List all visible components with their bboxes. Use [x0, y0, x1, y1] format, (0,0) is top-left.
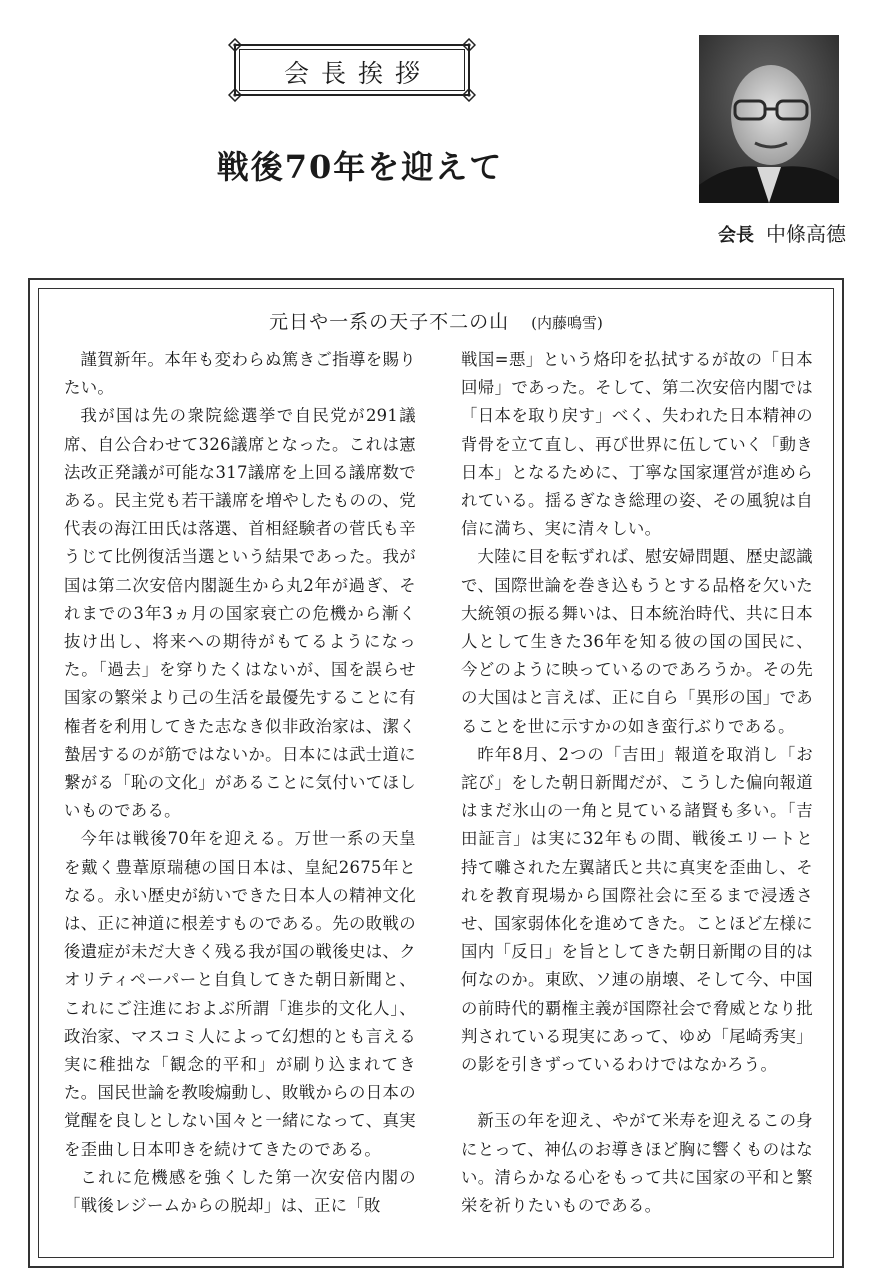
haiku-verse: 元日や一系の天子不二の山 — [269, 311, 510, 333]
author-role: 会長 — [718, 225, 754, 246]
article-column-right — [461, 346, 813, 1220]
epigraph — [38, 307, 834, 334]
heading-frame — [228, 38, 476, 102]
paragraph: これに危機感を強くした第一次安倍内閣の「戦後レジームからの脱却」は、正に「敗 — [64, 1167, 416, 1216]
paragraph: 新玉の年を迎え、やがて米寿を迎えるこの身にとって、神仏のお導きほど胸に響くものはない。清らかなる心をもって共に国家の平和と繁栄を祈りたいものである。 — [461, 1111, 813, 1216]
page-title: 戦後70年を迎えて — [216, 148, 504, 186]
corner-ornament-icon — [228, 38, 242, 52]
corner-ornament-icon — [228, 88, 242, 102]
paragraph: 我が国は先の衆院総選挙で自民党が291議席、自公合わせて326議席となった。これは憲法改正発議が可能な317議席を上回る議席数である。民主党も若干議席を増やしたものの、党代表の海江田氏は落選、首相経験者の菅氏も辛うじて比例復活当選という結果であった。我が国は第二次安倍内閣誕生から丸2年が過ぎ、それまでの3年3ヵ月の国家衰亡の危機から漸く抜け出し、将来への期待がもてるようになった。「過去」を穿りたくはないが、国を誤らせ国家の繁栄より己の生活を最優先することに有権者を利用してきた志なき似非政治家は、潔く蟄居するのが筋ではないか。日本には武士道に繋がる「恥の文化」があることに気付いてほしいものである。 — [64, 406, 416, 821]
corner-ornament-icon — [462, 88, 476, 102]
haiku-attribution: (内藤鳴雪) — [531, 314, 603, 332]
paragraph: 今年は戦後70年を迎える。万世一系の天皇を戴く豊葦原瑞穂の国日本は、皇紀2675年となる。永い歴史が紡いできた日本人の精神文化は、正に神道に根差すものである。先の敗戦の後遺症が未だ大きく残る我が国の戦後史は、クオリティペーパーと自負してきた朝日新聞と、これにご注進におよぶ所謂「進歩的文化人」、政治家、マスコミ人によって幻想的とも言える実に稚拙な「観念的平和」が刷り込まれてきた。国民世論を教唆煽動し、敗戦からの日本の覚醒を良しとしない国々と一緒になって、真実を歪曲し日本叩きを続けてきたのである。 — [64, 829, 416, 1159]
author-name: 中條高德 — [766, 222, 846, 246]
author-credit — [646, 218, 854, 247]
paragraph: 昨年8月、2つの「吉田」報道を取消し「お詫び」をした朝日新聞だが、こうした偏向報道はまだ氷山の一角と見ている諸賢も多い。「吉田証言」は実に32年もの間、戦後エリートと持て囃された左翼諸氏と共に真実を歪曲し、それを教育現場から国際社会に至るまで浸透させ、国家弱体化を進めてきた。ことほど左様に国内「反日」を旨としてきた朝日新聞の目的は何なのか。東欧、ソ連の崩壊、そして今、中国の前時代的覇権主義が国際社会で脅威となり批判されている現実にあって、ゆめ「尾崎秀実」の影を引きずっているわけではなかろう。 — [461, 744, 813, 1075]
paragraph: 戦国=悪」という烙印を払拭するが故の「日本回帰」であった。そして、第二次安倍内閣では「日本を取り戻す」べく、失われた日本精神の背骨を立て直し、再び世界に伍していく「動き日本」となるために、丁寧な国家運営が進められている。揺るぎなき総理の姿、その風貌は自信に満ち、実に清々しい。 — [461, 350, 813, 539]
paragraph: 大陸に目を転ずれば、慰安婦問題、歴史認識で、国際世論を巻き込もうとする品格を欠いた大統領の振る舞いは、日本統治時代、共に日本人として生きた36年を知る彼の国の国民に、今どのように映っているのであろうか。その先の大国はと言えば、正に自ら「異形の国」であることを世に示すかの如き蛮行ぶりである。 — [461, 547, 813, 736]
author-portrait — [699, 35, 839, 203]
paragraph-gap — [461, 1079, 813, 1107]
section-label: 会長挨拶 — [283, 59, 432, 88]
article-column-left — [64, 346, 416, 1220]
corner-ornament-icon — [462, 38, 476, 52]
paragraph: 謹賀新年。本年も変わらぬ篤きご指導を賜りたい。 — [64, 350, 416, 398]
